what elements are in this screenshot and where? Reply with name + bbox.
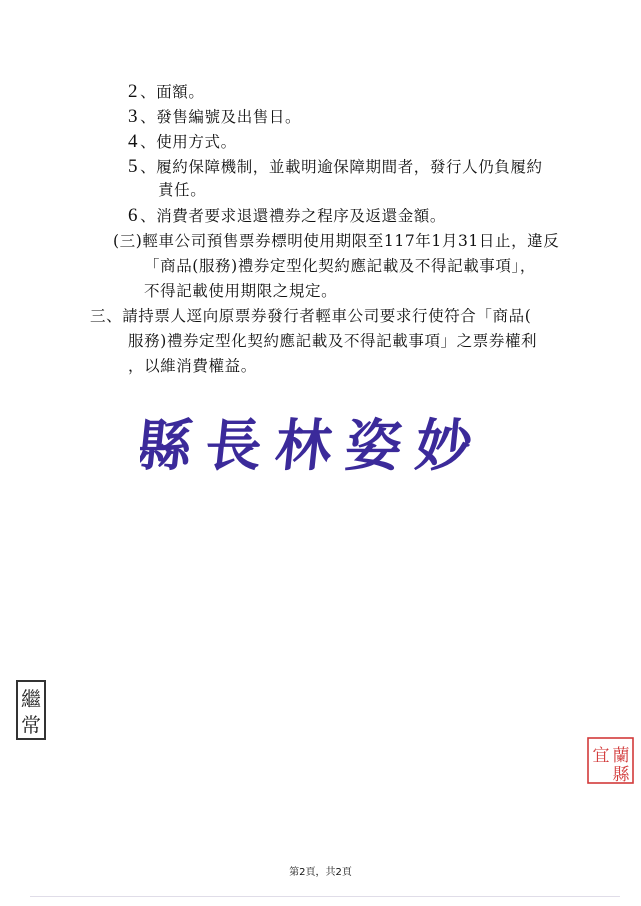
magistrate-signature-seal — [140, 405, 510, 495]
svg-text:縣長林姿妙: 縣長林姿妙 — [140, 413, 490, 479]
sub-3-line-1: (三)輕車公司預售票券標明使用期限至117年1月31日止，違反 — [113, 232, 560, 250]
item-3: 3 、發售編號及出售日。 — [128, 106, 302, 127]
item-5: 5 、履約保障機制，並載明逾保障期間者，發行人仍負履約 — [128, 156, 543, 177]
svg-text:常: 常 — [21, 713, 41, 737]
item-6: 6 、消費者要求退還禮券之程序及返還金額。 — [128, 205, 447, 226]
bottom-rule — [30, 896, 620, 897]
sub-3-line-2: 「商品(服務)禮券定型化契約應記載及不得記載事項」， — [144, 257, 536, 275]
sub-3-line-3: 不得記載使用期限之規定。 — [144, 282, 338, 300]
section-3-line-1: 三、請持票人逕向原票券發行者輕車公司要求行使符合「商品( — [90, 307, 532, 325]
seam-stamp-left — [16, 680, 46, 740]
section-3-line-3: ，以維消費權益。 — [128, 357, 257, 375]
section-3-line-2: 服務)禮券定型化契約應記載及不得記載事項」之票券權利 — [128, 332, 538, 350]
item-2: 2 、面額。 — [128, 81, 205, 102]
svg-text:蘭: 蘭 — [612, 746, 630, 766]
item-4: 4 、使用方式。 — [128, 131, 237, 152]
page-footer: 第2頁，共2頁 — [289, 867, 352, 878]
svg-text:繼: 繼 — [21, 687, 41, 711]
svg-text:縣: 縣 — [612, 765, 630, 784]
item-5-continued: 責任。 — [158, 181, 207, 199]
county-seal-stamp — [587, 737, 634, 784]
svg-text:宜: 宜 — [592, 746, 610, 766]
